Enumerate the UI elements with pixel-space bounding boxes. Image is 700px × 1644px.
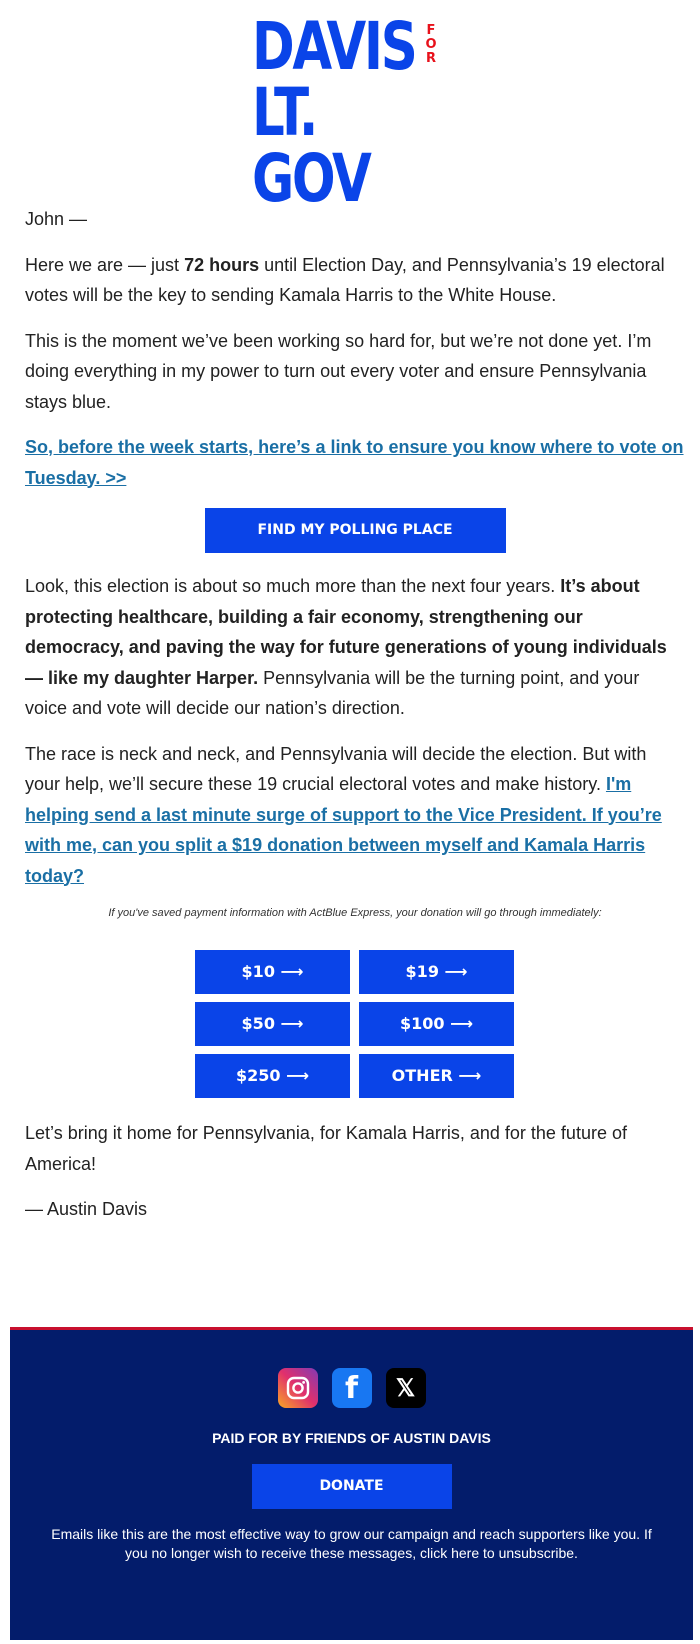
x-icon[interactable]: 𝕏 [386,1368,426,1408]
text: Pennsylvania will be the turning point, and your voice and vote will decide our nation’s direction. [25,667,640,718]
paragraph-3 [25,571,685,724]
donate-100-button[interactable]: $100 ⟶ [359,1002,514,1046]
logo-line1: DAVIS [252,8,416,85]
polling-place-link[interactable]: So, before the week starts, here’s a link to ensure you know where to vote on Tuesday. >> [25,437,684,488]
paid-for-disclaimer: PAID FOR BY FRIENDS OF AUSTIN DAVIS [212,1430,491,1446]
donation-grid [195,950,515,1098]
logo-line2: LT. GOV [252,74,370,217]
donate-10-button[interactable]: $10 ⟶ [195,950,350,994]
footer [10,1327,693,1640]
find-polling-place-button[interactable]: FIND MY POLLING PLACE [205,508,506,553]
text: The race is neck and neck, and Pennsylvania will decide the election. But with your help, we’ll secure these 19 crucial electoral votes and make history. [25,743,647,794]
text: until Election Day, and Pennsylvania’s 19 electoral votes will be the key to sending Kamala Harris to the White House. [25,254,665,305]
greeting: John — [25,209,88,229]
text: Here we are — just [25,254,185,275]
email-body [25,204,685,1240]
donation-link[interactable]: I'm helping send a last minute surge of support to the Vice President. If you’re with me, can you split a $19 donation between myself and Kamala Harris today? [25,774,662,886]
campaign-logo [252,8,452,217]
donate-50-button[interactable]: $50 ⟶ [195,1002,350,1046]
logo-for: FOR [425,23,437,66]
donate-button[interactable]: DONATE [252,1464,452,1509]
closing: Let’s bring it home for Pennsylvania, for Kamala Harris, and for the future of America! [25,1123,627,1174]
signature: — Austin Davis [25,1199,148,1219]
social-links [10,1368,693,1408]
paragraph-4 [25,739,685,892]
unsubscribe-text[interactable]: Emails like this are the most effective way to grow our campaign and reach supporters like you. If you no longer wish to receive these messages, click here to unsubscribe. [51,1526,652,1561]
text: Look, this election is about so much more than the next four years. [25,576,561,596]
instagram-icon[interactable] [278,1368,318,1408]
donate-other-button[interactable]: OTHER ⟶ [359,1054,514,1098]
donate-250-button[interactable]: $250 ⟶ [195,1054,350,1098]
facebook-icon[interactable]: f [332,1368,372,1408]
bold-text: It’s about protecting healthcare, building a fair economy, strengthening our democracy, and paving the way for future generations of young individuals — like my daughter Harper. [25,576,667,688]
paragraph-2: This is the moment we’ve been working so hard for, but we’re not done yet. I’m doing everything in my power to turn out every voter and ensure Pennsylvania stays blue. [25,330,652,412]
paragraph-1 [25,250,685,311]
donate-19-button[interactable]: $19 ⟶ [359,950,514,994]
hours-bold: 72 hours [184,254,260,275]
actblue-note: If you've saved payment information with ActBlue Express, your donation will go through immediately: [108,907,602,919]
